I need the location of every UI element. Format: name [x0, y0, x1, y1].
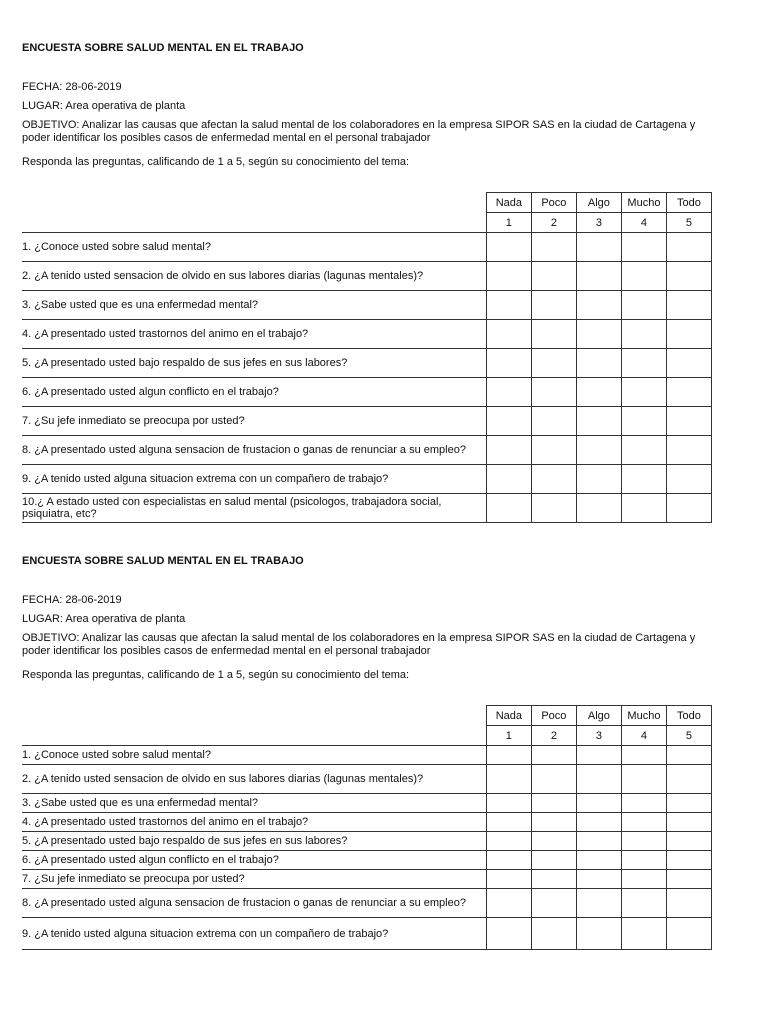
rating-cell-4[interactable]: [621, 889, 666, 918]
rating-cell-2[interactable]: [531, 233, 576, 262]
rating-cell-2[interactable]: [531, 918, 576, 950]
question-text: 4. ¿A presentado usted trastornos del animo en el trabajo?: [22, 813, 486, 832]
question-text: 2. ¿A tenido usted sensacion de olvido en sus labores diarias (lagunas mentales)?: [22, 765, 486, 794]
question-text: 10.¿ A estado usted con especialistas en salud mental (psicologos, trabajadora social, psiquiatra, etc?: [22, 494, 486, 523]
rating-cell-3[interactable]: [576, 832, 621, 851]
rating-number-3: 3: [576, 213, 621, 233]
rating-cell-2[interactable]: [531, 349, 576, 378]
rating-cell-3[interactable]: [576, 407, 621, 436]
rating-cell-3[interactable]: [576, 746, 621, 765]
rating-cell-2[interactable]: [531, 436, 576, 465]
rating-cell-5[interactable]: [666, 832, 711, 851]
rating-cell-4[interactable]: [621, 794, 666, 813]
rating-cell-2[interactable]: [531, 291, 576, 320]
table-row: [22, 262, 712, 291]
rating-number-4: 4: [621, 726, 666, 746]
table-row: [22, 494, 712, 523]
rating-header-2: Poco: [531, 706, 576, 726]
rating-cell-5[interactable]: [666, 233, 711, 262]
table-row: [22, 765, 712, 794]
table-row: [22, 746, 712, 765]
survey-date: FECHA: 28-06-2019: [22, 594, 122, 606]
rating-cell-2[interactable]: [531, 378, 576, 407]
rating-cell-4[interactable]: [621, 262, 666, 291]
rating-cell-3[interactable]: [576, 378, 621, 407]
table-row: [22, 291, 712, 320]
rating-cell-5[interactable]: [666, 746, 711, 765]
rating-cell-4[interactable]: [621, 407, 666, 436]
rating-cell-4[interactable]: [621, 349, 666, 378]
rating-cell-5[interactable]: [666, 320, 711, 349]
question-text: 8. ¿A presentado usted alguna sensacion de frustacion o ganas de renunciar a su empleo?: [22, 436, 486, 465]
table-row: [22, 320, 712, 349]
rating-number-2: 2: [531, 213, 576, 233]
rating-table: [22, 705, 712, 950]
header-row: [22, 193, 712, 213]
rating-cell-5[interactable]: [666, 291, 711, 320]
rating-cell-2[interactable]: [531, 320, 576, 349]
header-row: [22, 706, 712, 726]
rating-cell-2[interactable]: [531, 765, 576, 794]
rating-cell-3[interactable]: [576, 765, 621, 794]
rating-cell-1[interactable]: [486, 378, 531, 407]
rating-cell-5[interactable]: [666, 813, 711, 832]
rating-number-5: 5: [666, 213, 711, 233]
rating-header-2: Poco: [531, 193, 576, 213]
rating-header-3: Algo: [576, 193, 621, 213]
rating-number-3: 3: [576, 726, 621, 746]
table-row: [22, 870, 712, 889]
rating-cell-4[interactable]: [621, 378, 666, 407]
rating-cell-3[interactable]: [576, 870, 621, 889]
header-blank: [22, 706, 486, 726]
rating-header-1: Nada: [486, 193, 531, 213]
table-row: [22, 233, 712, 262]
question-text: 7. ¿Su jefe inmediato se preocupa por usted?: [22, 870, 486, 889]
rating-cell-5[interactable]: [666, 889, 711, 918]
rating-cell-5[interactable]: [666, 262, 711, 291]
rating-cell-4[interactable]: [621, 494, 666, 523]
table-row: [22, 407, 712, 436]
rating-cell-2[interactable]: [531, 494, 576, 523]
rating-cell-4[interactable]: [621, 746, 666, 765]
rating-cell-2[interactable]: [531, 794, 576, 813]
question-text: 4. ¿A presentado usted trastornos del animo en el trabajo?: [22, 320, 486, 349]
table-row: [22, 851, 712, 870]
rating-header-1: Nada: [486, 706, 531, 726]
rating-cell-2[interactable]: [531, 851, 576, 870]
rating-cell-3[interactable]: [576, 889, 621, 918]
survey-objective: OBJETIVO: Analizar las causas que afectan la salud mental de los colaboradores en la empresa SIPOR SAS en la ciudad de Cartagena y poder identificar los posibles casos de enfermedad mental en el personal trabajador: [22, 632, 696, 657]
rating-cell-1[interactable]: [486, 765, 531, 794]
survey-instructions: Responda las preguntas, calificando de 1 a 5, según su conocimiento del tema:: [22, 156, 410, 168]
rating-cell-3[interactable]: [576, 918, 621, 950]
rating-cell-3[interactable]: [576, 851, 621, 870]
rating-header-4: Mucho: [621, 193, 666, 213]
survey-objective: OBJETIVO: Analizar las causas que afectan la salud mental de los colaboradores en la empresa SIPOR SAS en la ciudad de Cartagena y poder identificar los posibles casos de enfermedad mental en el personal trabajador: [22, 119, 696, 144]
question-text: 6. ¿A presentado usted algun conflicto en el trabajo?: [22, 378, 486, 407]
table-row: [22, 813, 712, 832]
rating-cell-1[interactable]: [486, 918, 531, 950]
rating-cell-3[interactable]: [576, 813, 621, 832]
rating-cell-4[interactable]: [621, 851, 666, 870]
question-text: 9. ¿A tenido usted alguna situacion extrema con un compañero de trabajo?: [22, 465, 486, 494]
rating-cell-5[interactable]: [666, 794, 711, 813]
rating-cell-1[interactable]: [486, 291, 531, 320]
rating-cell-3[interactable]: [576, 794, 621, 813]
table-row: [22, 465, 712, 494]
rating-cell-5[interactable]: [666, 765, 711, 794]
rating-cell-5[interactable]: [666, 349, 711, 378]
rating-cell-5[interactable]: [666, 465, 711, 494]
rating-cell-4[interactable]: [621, 233, 666, 262]
rating-cell-1[interactable]: [486, 851, 531, 870]
survey-title: ENCUESTA SOBRE SALUD MENTAL EN EL TRABAJO: [22, 555, 304, 567]
table-row: [22, 832, 712, 851]
rating-cell-5[interactable]: [666, 407, 711, 436]
rating-cell-1[interactable]: [486, 870, 531, 889]
table-row: [22, 436, 712, 465]
rating-header-4: Mucho: [621, 706, 666, 726]
rating-cell-2[interactable]: [531, 262, 576, 291]
rating-cell-1[interactable]: [486, 320, 531, 349]
question-text: 1. ¿Conoce usted sobre salud mental?: [22, 746, 486, 765]
rating-cell-4[interactable]: [621, 813, 666, 832]
table-row: [22, 349, 712, 378]
rating-header-3: Algo: [576, 706, 621, 726]
rating-cell-2[interactable]: [531, 813, 576, 832]
rating-cell-2[interactable]: [531, 889, 576, 918]
rating-cell-4[interactable]: [621, 918, 666, 950]
rating-cell-1[interactable]: [486, 465, 531, 494]
rating-cell-1[interactable]: [486, 233, 531, 262]
survey-title: ENCUESTA SOBRE SALUD MENTAL EN EL TRABAJO: [22, 42, 304, 54]
rating-cell-1[interactable]: [486, 794, 531, 813]
rating-cell-4[interactable]: [621, 320, 666, 349]
rating-header-5: Todo: [666, 706, 711, 726]
rating-cell-1[interactable]: [486, 436, 531, 465]
rating-cell-3[interactable]: [576, 291, 621, 320]
rating-cell-4[interactable]: [621, 465, 666, 494]
rating-cell-1[interactable]: [486, 349, 531, 378]
question-text: 8. ¿A presentado usted alguna sensacion de frustacion o ganas de renunciar a su empleo?: [22, 889, 486, 918]
rating-cell-1[interactable]: [486, 407, 531, 436]
rating-cell-4[interactable]: [621, 870, 666, 889]
rating-cell-3[interactable]: [576, 494, 621, 523]
header-blank: [22, 726, 486, 746]
rating-cell-2[interactable]: [531, 870, 576, 889]
survey-date: FECHA: 28-06-2019: [22, 81, 122, 93]
question-text: 5. ¿A presentado usted bajo respaldo de sus jefes en sus labores?: [22, 349, 486, 378]
table-row: [22, 918, 712, 950]
rating-cell-1[interactable]: [486, 832, 531, 851]
question-text: 6. ¿A presentado usted algun conflicto en el trabajo?: [22, 851, 486, 870]
survey-2: [22, 555, 712, 950]
rating-cell-3[interactable]: [576, 262, 621, 291]
rating-cell-3[interactable]: [576, 465, 621, 494]
rating-cell-5[interactable]: [666, 918, 711, 950]
survey-1: [22, 42, 712, 523]
rating-cell-3[interactable]: [576, 233, 621, 262]
rating-cell-1[interactable]: [486, 889, 531, 918]
rating-number-2: 2: [531, 726, 576, 746]
table-row: [22, 889, 712, 918]
question-text: 3. ¿Sabe usted que es una enfermedad mental?: [22, 291, 486, 320]
rating-header-5: Todo: [666, 193, 711, 213]
question-text: 9. ¿A tenido usted alguna situacion extrema con un compañero de trabajo?: [22, 918, 486, 950]
rating-cell-5[interactable]: [666, 436, 711, 465]
rating-cell-4[interactable]: [621, 832, 666, 851]
table-row: [22, 378, 712, 407]
rating-cell-2[interactable]: [531, 832, 576, 851]
rating-cell-2[interactable]: [531, 407, 576, 436]
survey-instructions: Responda las preguntas, calificando de 1 a 5, según su conocimiento del tema:: [22, 669, 410, 681]
question-text: 5. ¿A presentado usted bajo respaldo de sus jefes en sus labores?: [22, 832, 486, 851]
rating-number-5: 5: [666, 726, 711, 746]
rating-table: [22, 192, 712, 523]
rating-cell-3[interactable]: [576, 320, 621, 349]
question-text: 7. ¿Su jefe inmediato se preocupa por usted?: [22, 407, 486, 436]
rating-cell-1[interactable]: [486, 813, 531, 832]
number-row: [22, 213, 712, 233]
survey-location: LUGAR: Area operativa de planta: [22, 613, 186, 625]
question-text: 1. ¿Conoce usted sobre salud mental?: [22, 233, 486, 262]
rating-cell-2[interactable]: [531, 746, 576, 765]
rating-cell-4[interactable]: [621, 436, 666, 465]
number-row: [22, 726, 712, 746]
rating-number-4: 4: [621, 213, 666, 233]
survey-location: LUGAR: Area operativa de planta: [22, 100, 186, 112]
rating-cell-5[interactable]: [666, 851, 711, 870]
rating-cell-3[interactable]: [576, 349, 621, 378]
rating-cell-2[interactable]: [531, 465, 576, 494]
rating-cell-1[interactable]: [486, 746, 531, 765]
rating-number-1: 1: [486, 213, 531, 233]
rating-number-1: 1: [486, 726, 531, 746]
rating-cell-5[interactable]: [666, 870, 711, 889]
header-blank: [22, 193, 486, 213]
rating-cell-1[interactable]: [486, 494, 531, 523]
table-row: [22, 794, 712, 813]
header-blank: [22, 213, 486, 233]
rating-cell-4[interactable]: [621, 765, 666, 794]
rating-cell-4[interactable]: [621, 291, 666, 320]
rating-cell-3[interactable]: [576, 436, 621, 465]
rating-cell-5[interactable]: [666, 378, 711, 407]
question-text: 3. ¿Sabe usted que es una enfermedad mental?: [22, 794, 486, 813]
question-text: 2. ¿A tenido usted sensacion de olvido en sus labores diarias (lagunas mentales)?: [22, 262, 486, 291]
rating-cell-5[interactable]: [666, 494, 711, 523]
rating-cell-1[interactable]: [486, 262, 531, 291]
